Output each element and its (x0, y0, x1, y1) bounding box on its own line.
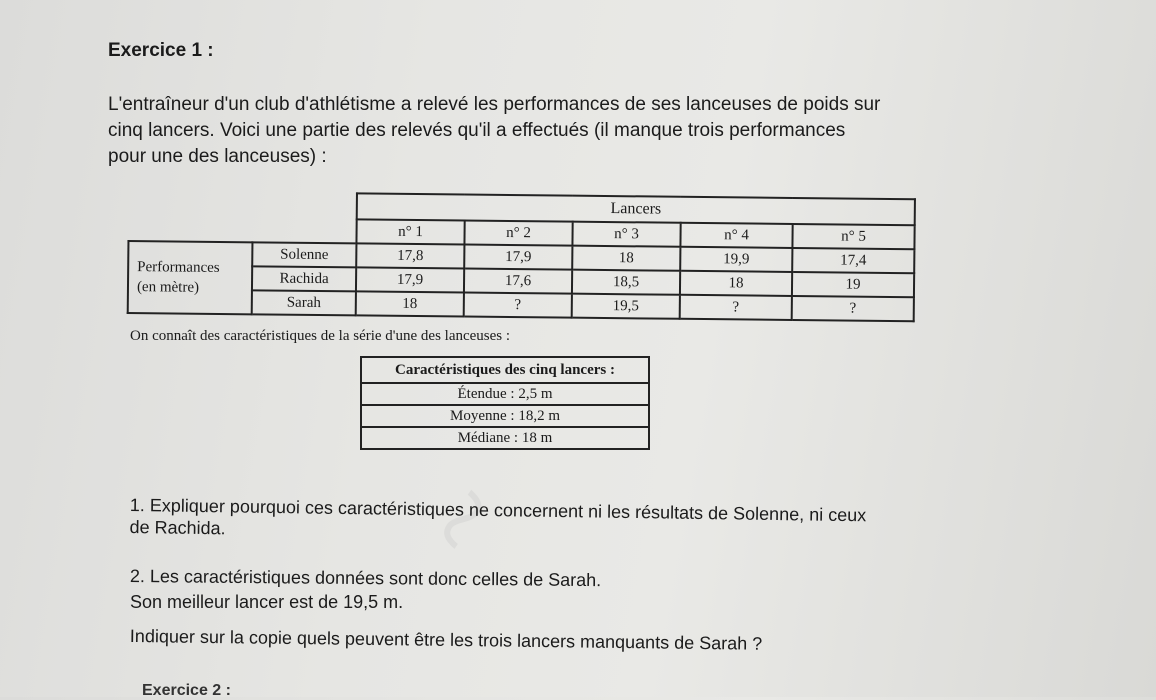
performance-table (127, 190, 914, 326)
exercise-title: Exercice 1 : (108, 40, 214, 61)
question-2: 2. Les caractéristiques données sont donc celles de Sarah. (129, 566, 602, 591)
table-cell: 19,9 (680, 247, 792, 272)
column-header: n° 2 (464, 221, 572, 246)
row-group-unit: (en mètre) (136, 279, 200, 296)
table-cell: 18 (680, 271, 792, 296)
table-cell: 17,4 (792, 248, 914, 273)
athlete-name: Rachida (252, 266, 356, 291)
table-cell: 19,5 (572, 294, 680, 319)
question-1: 1. Expliquer pourquoi ces caractéristiques ne concernent ni les résultats de Solenne, ni ceux de Rachida. (129, 494, 867, 539)
column-header: n° 1 (356, 219, 464, 244)
question-2-task: Indiquer sur la copie quels peuvent être les trois lancers manquants de Sarah ? (129, 626, 763, 654)
table-cell: 18 (572, 246, 680, 271)
intro-paragraph: L'entraîneur d'un club d'athlétisme a relevé les performances de ses lanceuses de poids sur cinq lancers. Voici une partie des relevés qu'il a effectués (il manque trois performances pour une des lanceuses) : (108, 94, 881, 167)
characteristic-range: Étendue : 2,5 m (361, 383, 649, 405)
table-cell: ? (464, 293, 572, 318)
table-cell: 18 (356, 291, 464, 316)
table-cell: 17,6 (464, 269, 572, 294)
characteristic-median: Médiane : 18 m (361, 427, 649, 449)
row-group-label: Performances (137, 259, 220, 276)
next-exercise-title: Exercice 2 : (142, 682, 231, 699)
row-group-header (128, 241, 253, 314)
question-2-info: Son meilleur lancer est de 19,5 m. (130, 592, 404, 612)
table-caption: On connaît des caractéristiques de la série d'une des lanceuses : (130, 328, 511, 344)
athlete-name: Sarah (252, 290, 356, 315)
characteristics-table (360, 356, 650, 450)
characteristics-header: Caractéristiques des cinq lancers : (361, 357, 649, 383)
characteristic-mean: Moyenne : 18,2 m (361, 405, 649, 427)
column-header: n° 3 (572, 222, 680, 247)
column-header: n° 4 (680, 223, 792, 248)
athlete-name: Solenne (252, 242, 356, 267)
table-cell: ? (680, 295, 792, 320)
watermark: ~ (388, 453, 536, 584)
table-cell: 17,8 (356, 243, 464, 268)
table-cell: 17,9 (464, 245, 572, 270)
lancers-header: Lancers (357, 193, 915, 225)
table-cell: ? (792, 296, 914, 321)
table-cell: 18,5 (572, 270, 680, 295)
table-cell: 19 (792, 272, 914, 297)
table-cell: 17,9 (356, 267, 464, 292)
column-header: n° 5 (792, 224, 914, 249)
